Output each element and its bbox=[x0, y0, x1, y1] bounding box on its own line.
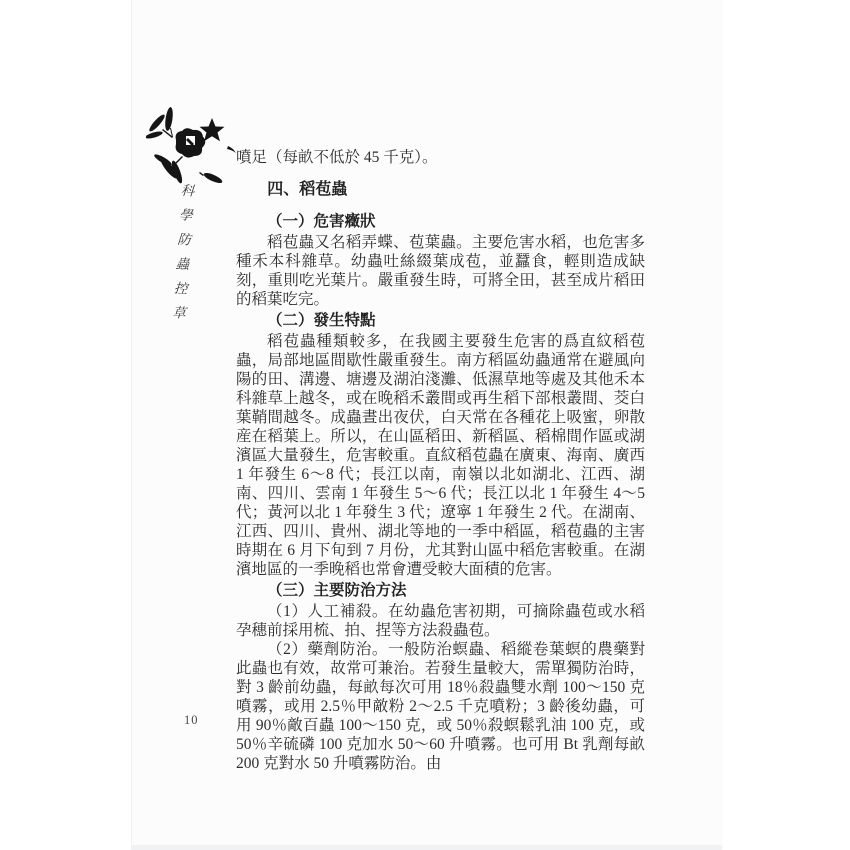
section-3-paragraph-1: （1）人工補殺。在幼蟲危害初期，可摘除蟲苞或水稻孕穗前採用梳、拍、捏等方法殺蟲苞。 bbox=[236, 603, 645, 639]
section-2-paragraph: 稻苞蟲種類較多，在我國主要發生危害的爲直紋稻苞蟲，局部地區間歇性嚴重發生。南方稻區幼蟲通常在避風向陽的田、溝邊、塘邊及湖泊淺灘、低濕草地等處及其他禾本科雜草上越冬，或在晚稻禾叢間或再生稻下部根叢間、茭白葉鞘間越冬。成蟲晝出夜伏，白天常在各種花上吸蜜，卵散産在稻葉上。所以，在山區稻田、新稻區、稻棉間作區或湖濱區大量發生，危害較重。直紋稻苞蟲在廣東、海南、廣西 1 年發生 6～8 代；長江以南，南嶺以北如湖北、江西、湖南、四川、雲南 1 年發生 5～6 代；長江以北 1 年發生 4～5 代；黃河以北 1 年發生 3 代；遼寧 1 年發生 2 代。在湖南、江西、四川、貴州、湖北等地的一季中稻區，稻苞蟲的主害時期在 6 月下旬到 7 月份，尤其對山區中稻危害較重。在湖濱地區的一季晚稻也常會遭受較大面積的危害。 bbox=[236, 333, 645, 578]
section-3-paragraph-2: （2）藥劑防治。一般防治螟蟲、稻縱卷葉螟的農藥對此蟲也有效，故常可兼治。若發生量較大，需單獨防治時，對 3 齡前幼蟲，每畝每次可用 18％殺蟲雙水劑 100～150 克噴霧，或用 2.5％甲敵粉 2～2.5 千克噴粉；3 齡後幼蟲，可用 90％敵百蟲 100～150 克，或 50％殺螟鬆乳油 100 克，或 50％辛硫磷 100 克加水 50～60 升噴霧。也可用 Bt 乳劑每畝 200 克對水 50 升噴霧防治。由 bbox=[236, 641, 645, 772]
section-3-heading: （三）主要防治方法 bbox=[267, 582, 407, 599]
chapter-heading: 四、稻苞蟲 bbox=[267, 181, 348, 198]
continuation-paragraph: 噴足（每畝不低於 45 千克）。 bbox=[236, 149, 438, 166]
section-1-paragraph: 稻苞蟲又名稻弄蝶、苞葉蟲。主要危害水稻，也危害多種禾本科雜草。幼蟲吐絲綴葉成苞，並蠶食，輕則造成缺刻，重則吃光葉片。嚴重發生時，可將全田，甚至成片稻田的稻葉吃完。 bbox=[236, 234, 645, 308]
page-bottom-shadow bbox=[131, 845, 722, 850]
page-text-column bbox=[236, 148, 645, 773]
series-title-vertical: 科學防蟲控草 bbox=[168, 182, 195, 331]
page-number: 10 bbox=[184, 713, 199, 727]
section-1-heading: （一）危害癥狀 bbox=[267, 213, 376, 230]
section-2-heading: （二）發生特點 bbox=[267, 312, 376, 329]
